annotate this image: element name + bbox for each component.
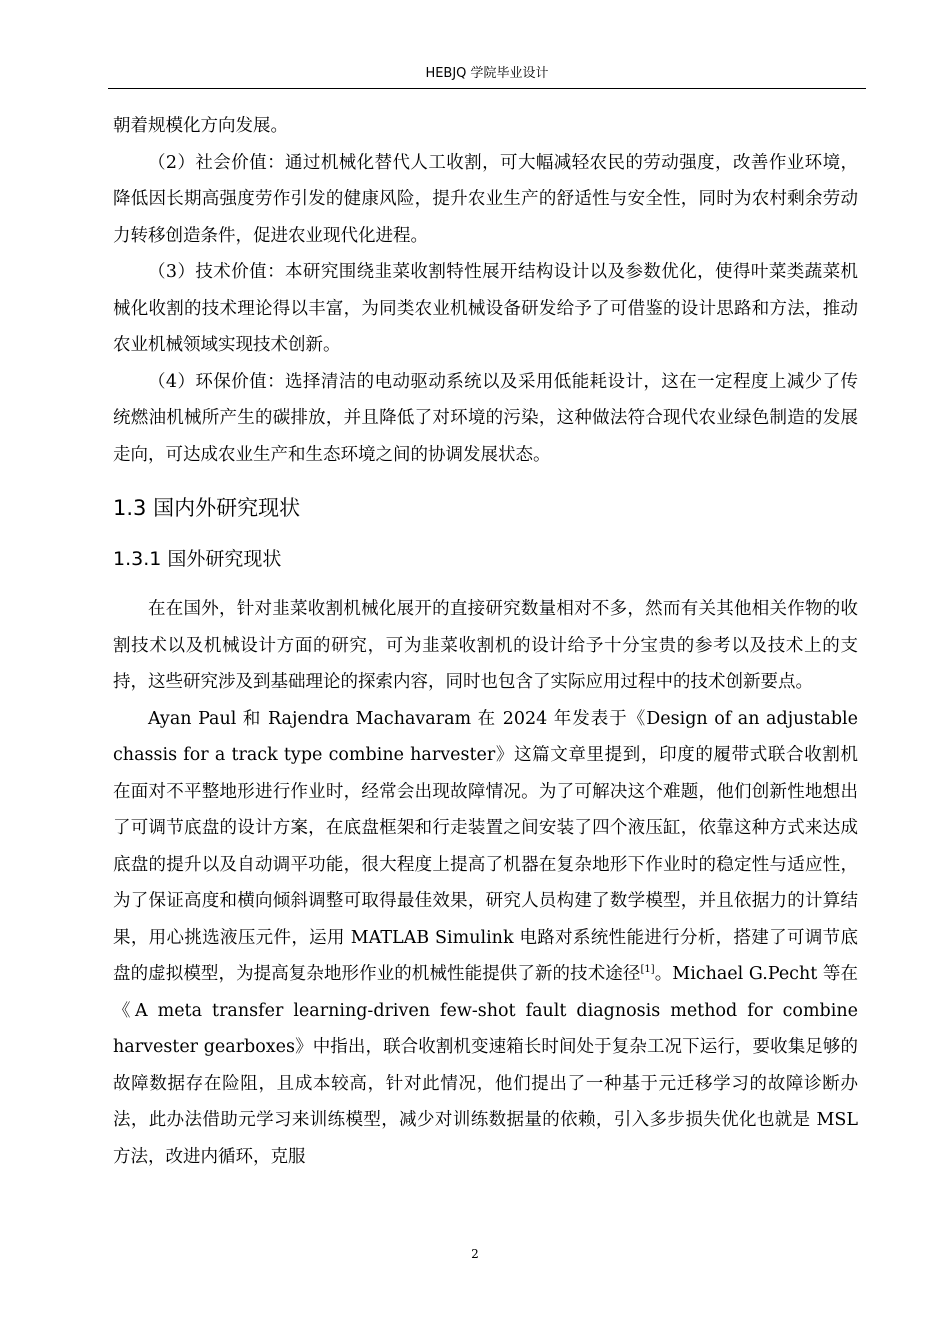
page-body [113, 108, 858, 1175]
paragraph-text: 。Michael G.Pecht 等在《A meta transfer learning-driven few-shot fault diagnosis method for combine harvester gearboxes》中指出，联合收割机变速箱长时间处于复杂工况下运行，要收集足够的故障数据存在险阻，且成本较高，针对此情况，他们提出了一种基于元迁移学习的故障诊断办法，此办法借助元学习来训练模型，减少对训练数据量的依赖，引入多步损失优化也就是 MSL 方法，改进内循环，克服 [113, 964, 859, 1167]
body-paragraph [113, 701, 858, 1176]
body-paragraph: 朝着规模化方向发展。 [113, 116, 288, 136]
body-paragraph: 在在国外，针对韭菜收割机械化展开的直接研究数量相对不多，然而有关其他相关作物的收割技术以及机械设计方面的研究，可为韭菜收割机的设计给予十分宝贵的参考以及技术上的支持，这些研究涉及到基础理论的探索内容，同时也包含了实际应用过程中的技术创新要点。 [113, 599, 858, 692]
paragraph-text: Ayan Paul 和 Rajendra Machavaram 在 2024 年发表于《Design of an adjustable chassis for a track type combine harvester》这篇文章里提到，印度的履带式联合收割机在面对不平整地形进行作业时，经常会出现故障情况。为了可解决这个难题，他们创新性地想出了可调节底盘的设计方案，在底盘框架和行走装置之间安装了四个液压缸，依靠这种方式来达成底盘的提升以及自动调平功能，很大程度上提高了机器在复杂地形下作业时的稳定性与适应性，为了保证高度和横向倾斜调整可取得最佳效果，研究人员构建了数学模型，并且依据力的计算结果，用心挑选液压元件，运用 MATLAB Simulink 电路对系统性能进行分析，搭建了可调节底盘的虚拟模型，为提高复杂地形作业的机械性能提供了新的技术途径 [113, 708, 858, 984]
subsection-heading: 1.3.1 国外研究现状 [113, 548, 282, 570]
body-paragraph: （3）技术价值：本研究围绕韭菜收割特性展开结构设计以及参数优化，使得叶菜类蔬菜机械化收割的技术理论得以丰富，为同类农业机械设备研发给予了可借鉴的设计思路和方法，推动农业机械领域实现技术创新。 [113, 262, 858, 355]
citation-reference: [1] [640, 964, 655, 976]
body-paragraph: （2）社会价值：通过机械化替代人工收割，可大幅减轻农民的劳动强度，改善作业环境，降低因长期高强度劳作引发的健康风险，提升农业生产的舒适性与安全性，同时为农村剩余劳动力转移创造条件，促进农业现代化进程。 [113, 152, 858, 246]
page-number: 2 [471, 1247, 479, 1261]
header-rule [108, 88, 866, 89]
body-paragraph: （4）环保价值：选择清洁的电动驱动系统以及采用低能耗设计，这在一定程度上减少了传统燃油机械所产生的碳排放，并且降低了对环境的污染，这种做法符合现代农业绿色制造的发展走向，可达成农业生产和生态环境之间的协调发展状态。 [113, 371, 858, 465]
section-heading: 1.3 国内外研究现状 [113, 496, 301, 520]
page-header: HEBJQ 学院毕业设计 [425, 66, 549, 81]
